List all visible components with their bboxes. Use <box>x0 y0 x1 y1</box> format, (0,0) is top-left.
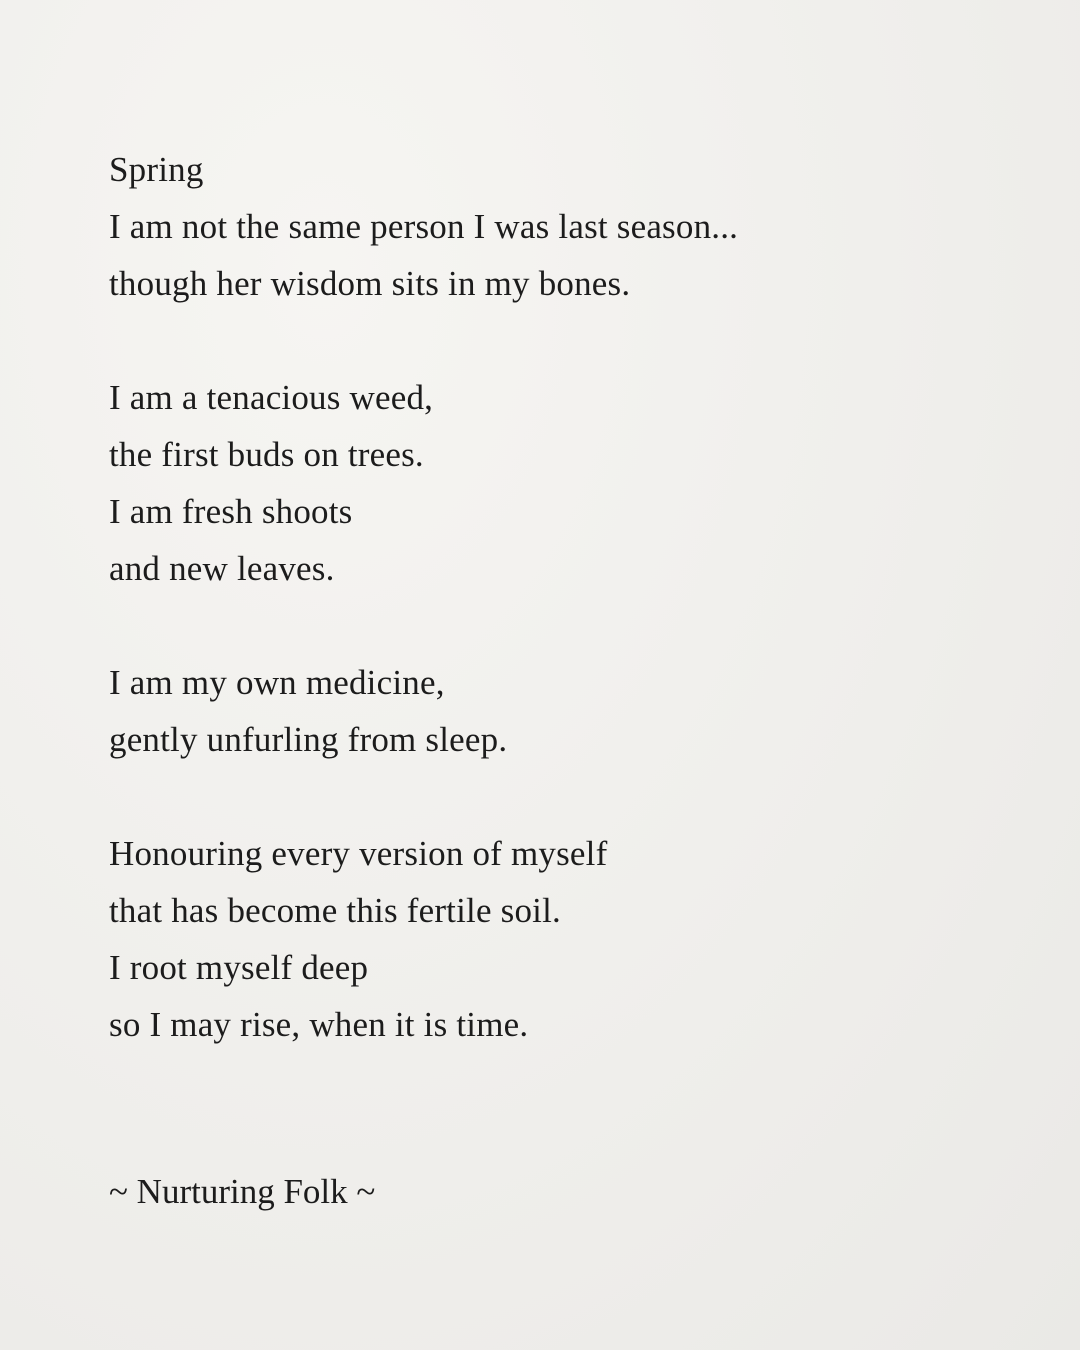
poem-line: and new leaves. <box>109 549 335 588</box>
poem-line: I am my own medicine, <box>109 663 445 702</box>
poem <box>109 141 738 1053</box>
poem-line: I am fresh shoots <box>109 492 353 531</box>
poem-line: I root myself deep <box>109 948 369 987</box>
poem-line: the first buds on trees. <box>109 435 424 474</box>
poem-line: so I may rise, when it is time. <box>109 1005 529 1044</box>
signature: ~ Nurturing Folk ~ <box>109 1172 376 1211</box>
poem-line: though her wisdom sits in my bones. <box>109 264 631 303</box>
poem-title: Spring <box>109 150 204 189</box>
poem-line: gently unfurling from sleep. <box>109 720 508 759</box>
poem-line: I am not the same person I was last season... <box>109 207 739 246</box>
poem-line: that has become this fertile soil. <box>109 891 561 930</box>
poem-line: I am a tenacious weed, <box>109 378 434 417</box>
poem-line: Honouring every version of myself <box>109 834 608 873</box>
